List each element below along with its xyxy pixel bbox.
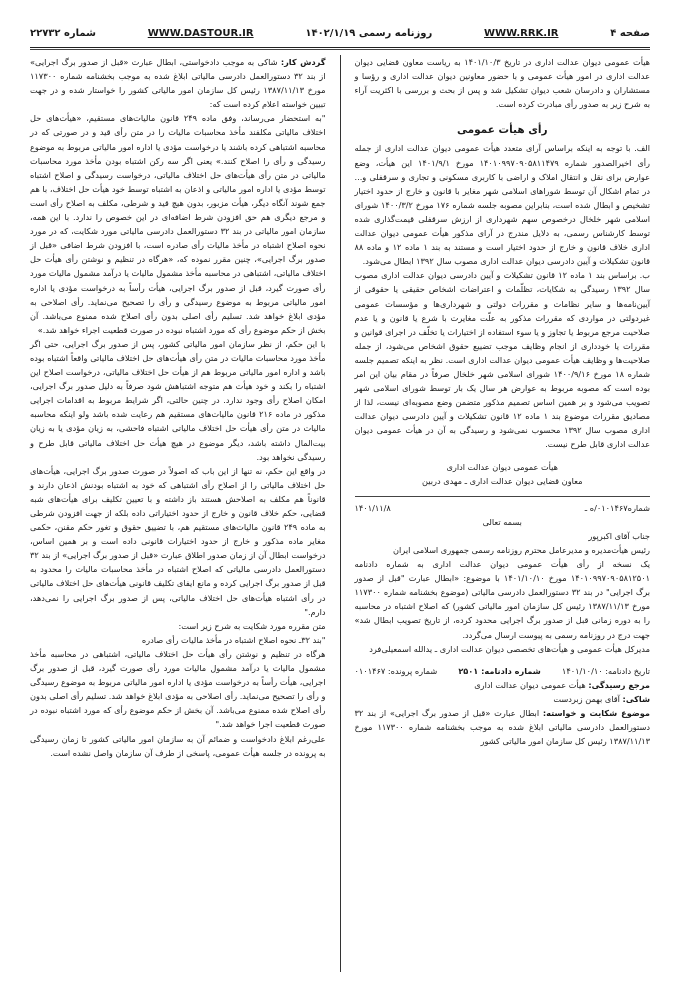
response-note: علی‌رغم ابلاغ دادخواست و ضمائم آن به سازمان امور مالیاتی کشور تا زمان رسیدگی به پرونده در جلسه هیأت عمومی، پاسخی از طرف آن سازمان واصل نشده است. — [30, 733, 326, 758]
case-number: شماره پرونده: ۰۱۰۱۴۶۷ — [354, 665, 438, 676]
page-number: صفحه ۴ — [610, 27, 650, 39]
ruling-paragraph-alef: الف. با توجه به اینکه براساس آرای متعدد هیأت عمومی دیوان عدالت اداری از جمله رأی اخیرالصدور شماره ۱۴۰۱۰۹۹۷۰۹۰۵۸۱۱۴۷۹ مورخ ۱۴۰۱/۹/۱ این هیأت، وضع عوارض برای نقل و انتقال املاک و اراضی با کاربری مسکونی و تجاری و سرقفلی و... در تمام اشکال آن توسط شوراهای اسلامی شهر مغایر با قانون و خارج از حدود اختیار تشخیص و ابطال شده است، بنابراین مصوبه جلسه شماره ۱۷۶ مورخ ۱۴۰۰/۳/۲ شورای اسلامی شهر خلخال درخصوص سهم شهرداری از ارزش سرقفلی قیمت‌گذاری شده توسط کارشناس رسمی، به دلایل مندرج در آرای مذکور هیأت عمومی دیوان عدالت اداری خلاف قانون و خارج از حدود اختیار است و مستند به بند ۱ ماده ۱۲ و ماده ۸۸ قانون تشکیلات و آیین دادرسی دیوان عدالت اداری مصوب سال ۱۳۹۲ ابطال می‌شود. — [354, 143, 650, 267]
regulation-text: هرگاه در تنظیم و نوشتن رأی هیأت حل اختلاف مالیاتی، اشتباهی در محاسبه مأخذ مشمول مالیات یا درآمد مشمول مالیات مورد رأی صورت گیرد، قبل از صدور برگ اجرایی، هیأت رأساً به درخواست مؤدی یا اداره امور مالیاتی مربوط به موضوع رسیدگی و رأی را تصحیح می‌نماید. رأی اصلاحی به مؤدی ابلاغ خواهد شد. تسلیم رأی اصلی بدون رأی اصلاح شده ممنوع می‌باشد. آن بخش از حکم موضوع رأی که مورد اشتباه نبوده در صورت قطعیت اجرا خواهد شد." — [30, 648, 326, 730]
ruling-paragraph-be: ب. براساس بند ۱ ماده ۱۲ قانون تشکیلات و آیین دادرسی دیوان عدالت اداری مصوب سال ۱۳۹۲ رسیدگی به شکایات، تظلّمات و اعتراضات اشخاص حقیقی یا حقوقی از آیین‌نامه‌ها و سایر نظامات و مقررات دولتی و شهرداری‌ها و مؤسسات عمومی غیردولتی در مواردی که مقررات مذکور به علّت مغایرت با شرع یا قانون و یا عدم صلاحیت مرجع مربوط یا تجاوز و یا سوء استفاده از اختیارات یا تخلّف در اجرای قوانین و مقررات یا خودداری از انجام وظایف موجب تضییع حقوق اشخاص می‌شود، از جمله صلاحیت‌ها و وظایف هیأت عمومی دیوان عدالت اداری است. نظر به اینکه تصمیم جلسه شماره ۱۸ مورخ ۱۴۰۰/۹/۱۶ شورای اسلامی شهر خلخال صرفاً در مقام بیان این امر بوده است که مصوبه مربوط به عوارض هر سال یک بار توسط شورای اسلامی شهر تصویب می‌شود و بر همین اساس تصمیم مذکور متضمن وضع مصوبه‌ای نیست، لذا از مصادیق مقررات موضوع بند ۱ ماده ۱۲ قانون تشکیلات و آیین دادرسی دیوان عدالت اداری مصوب سال ۱۳۹۲ محسوب نمی‌شود و رسیدگی به آن در هیأت عمومی دیوان عدالت اداری قابل طرح نیست. — [354, 270, 651, 450]
subject-line — [355, 706, 651, 748]
site-link-dastour[interactable]: WWW.DASTOUR.IR — [147, 27, 254, 39]
gazette-date: روزنامه رسمی ۱۴۰۲/۱/۱۹ — [305, 27, 433, 39]
header-rule — [30, 49, 650, 50]
authority-value: هیأت عمومی دیوان عدالت اداری — [474, 679, 586, 690]
authority-line — [355, 678, 651, 692]
letter-signature: مدیرکل هیأت عمومی و هیأت‌های تخصصی دیوان عدالت اداری ـ یدالله اسمعیلی‌فرد — [369, 643, 650, 654]
subject-label: موضوع شکایت و خواسته: — [542, 708, 650, 719]
ruling-number: شماره دادنامه: ۲۵۰۱ — [458, 665, 541, 676]
basmala: بسمه تعالی — [482, 516, 522, 527]
signature-person: معاون قضایی دیوان عدالت اداری ـ مهدی دربین — [422, 475, 583, 486]
complaint-paragraph-2: با این حکم، از نظر سازمان امور مالیاتی کشور، پس از صدور برگ اجرایی، حتی اگر مأخذ مورد محاسبات مالیات در متن رأی هیأت‌های حل اختلاف مالیاتی واقعاً اشتباه بوده باشد و اداره امور مالیاتی مربوط هم از هیأت حل اختلاف مالیاتی، درخواست اصلاح این اشتباه را بکند و خود هیأت هم متوجه اشتباهش شود صرفاً به دلیل صدور برگ اجرایی، امکان اصلاح رأی وجود ندارد. در چنین حالتی، اگر شرایط مربوط به اقدامات اجرایی مذکور در ماده ۲۱۶ قانون مالیات‌های مستقیم هم رعایت شده باشد ولو اینکه محاسبه مالیات در متن رأی هیأت حل اختلاف مالیاتی اشتباه فاحشی، به زیان مؤدی یا به زیان بیت‌المال داشته باشد، دیگر موضوع در هیچ هیأت حل اختلاف مالیاتی قابل طرح و رسیدگی نخواهد بود. — [30, 338, 326, 462]
complaint-paragraph-3: در واقع این حکم، نه تنها از این باب که اصولاً در صورت صدور برگ اجرایی، هیأت‌های حل اختلاف مالیاتی را از اصلاح رأی اشتباهی که خود به اشتباه بودنش اذعان دارند و قانوناً هم مکلف به اصلاحش هستند باز داشته و با تعیین تکلیف برای هیأت‌های شبه قضایی، حکم خلاف قانون و خارج از حدود اختیاراتی داده بلکه از جهت افزودن شرطی به ماده ۲۴۹ قانون مالیات‌های مستقیم هم، با تضییق حقوق و تغور حکم مقنن، حکمی مغایر ماده مذکور و خارج از حدود اختیارات قانونی داده است و بر همین اساس، درخواست ابطال آن از زمان صدور اطلاق عبارت «قبل از صدور برگ اجرایی» از بند ۳۲ دستورالعمل دادرسی مالیاتی که اصلاح اشتباه در مأخذ محاسبات مالیات را محدود به قبل از صدور برگ اجرایی کرده و مانع ایفای تکلیف قانونی هیأت‌های حل اختلاف مالیاتی در رأی اشتباه هیأت‌های حل اختلاف مالیاتی، پس از صدور برگ اجرایی را نمی‌دهد، دارم." — [30, 465, 326, 617]
letter-body: یک نسخه از رأی هیأت عمومی دیوان عدالت اداری به شماره دادنامه ۱۴۰۱۰۹۹۷۰۹۰۵۸۱۲۵۰۱ مورخ ۱۴۰۱/۱۰/۱۰ با موضوع: «ابطال عبارت "قبل از صدور برگ اجرایی" در بند ۳۲ دستورالعمل دادرسی مالیاتی (موضوع بخشنامه شماره ۱۱۷۳۰۰ مورخ ۱۳۸۷/۱۱/۱۳ رئیس کل سازمان امور مالیاتی کشور) که اصلاح اشتباه در محاسبه را به دوره زمانی قبل از صدور برگ اجرایی محدود کرده، از تاریخ تصویب ابطال شد» جهت درج در روزنامه رسمی به پیوست ارسال می‌گردد. — [354, 559, 651, 640]
page-header — [30, 22, 650, 48]
regulation-heading: "بند ۳۲ـ نحوه اصلاح اشتباه در مأخذ مالیات رأی صادره — [141, 634, 326, 645]
page-columns — [30, 55, 650, 972]
column-divider — [340, 55, 341, 972]
letter-addressee-title: رئیس هیأت‌مدیره و مدیرعامل محترم روزنامه رسمی جمهوری اسلامی ایران — [393, 545, 650, 555]
procedure-label: گردش کار: — [280, 57, 326, 67]
ruling-date: تاریخ دادنامه: ۱۴۰۱/۱۰/۱۰ — [561, 665, 650, 676]
site-link-rrk[interactable]: WWW.RRK.IR — [484, 27, 559, 39]
letter-addressee: جناب آقای اکبرپور — [588, 530, 650, 541]
letter-ref-number: شماره۰۱۰۱۴۶۷/ه ـ — [584, 502, 650, 513]
right-column — [347, 55, 651, 972]
regulation-intro: متن مقرره مورد شکایت به شرح زیر است: — [178, 620, 326, 631]
letter-ref-date: ۱۴۰۱/۱۱/۸ — [354, 502, 391, 513]
authority-label: مرجع رسیدگی: — [588, 679, 650, 690]
plaintiff-value: آقای بهمن زبردست — [553, 693, 620, 704]
issue-number: شماره ۲۲۷۳۲ — [30, 27, 96, 39]
procedure-text: شاکی به موجب دادخواستی، ابطال عبارت «قبل از صدور برگ اجرایی» از بند ۳۲ دستورالعمل دادرسی مالیاتی ابلاغ شده به موجب بخشنامه شماره ۱۱۷۳۰۰ مورخ ۱۳۸۷/۱۱/۱۳ رئیس کل سازمان امور مالیاتی کشور را خواستار شده و در جهت تبیین خواسته اعلام کرده است که: — [30, 57, 326, 110]
intro-paragraph: هیأت عمومی دیوان عدالت اداری در تاریخ ۱۴۰۱/۱۰/۳ به ریاست معاون قضایی دیوان عدالت اداری در امور هیأت عمومی و با حضور معاونین دیوان عدالت اداری و رؤسا و مستشاران و دادرسان شعب دیوان تشکیل شد و پس از بحث و بررسی با اکثریت آراء به شرح زیر به صدور رأی مبادرت کرده است. — [354, 57, 650, 110]
left-column — [30, 55, 334, 972]
plaintiff-line — [355, 692, 651, 706]
plaintiff-label: شاکی: — [622, 693, 650, 704]
section-divider — [355, 496, 651, 497]
procedure-paragraph — [30, 55, 326, 111]
ruling-title: رأی هیأت عمومی — [456, 124, 548, 137]
case-info-row — [355, 664, 651, 678]
signature-body: هیأت عمومی دیوان عدالت اداری — [446, 461, 558, 472]
complaint-paragraph-1: "به استحضار می‌رساند، وفق ماده ۲۴۹ قانون مالیات‌های مستقیم، «هیأت‌های حل اختلاف مالیاتی مکلفند مأخذ محاسبات مالیات را در متن رأی قید و در صورتی که در محاسبه اشتباهی کرده باشند یا درخواست مؤدی یا اداره امور مالیاتی مربوط به موضوع رسیدگی و رأی را اصلاح کنند.» یعنی اگر سه رکن اشتباه بودن مأخذ مورد محاسبات مالیاتی در متن رأی هیأت‌های حل اختلاف مالیاتی، درخواست رسیدگی و اصلاح اشتباه توسط مؤدی یا اداره امور مالیاتی و اذعان به اشتباه توسط خود هیأت حل اختلاف، با هم جمع شوند آنگاه دیگر، هیأت مزبور، بدون هیچ قید و شرطی، مکلف به اصلاح رأی است و مرجع دیگری هم حق افزودن شرط اضافه‌ای در این خصوص را ندارد. با این همه، سازمان امور مالیاتی در بند ۳۲ دستورالعمل دادرسی مالیاتی مورد شکایت، که در مورد نحوه اصلاح اشتباه در مأخذ مالیات رأی صادره است، با افزودن شرط اضافی «قبل از صدور برگ اجرایی»، چنین مقرر نموده که، «هرگاه در تنظیم و نوشتن رأی هیأت حل اختلاف مالیاتی، اشتباهی در محاسبه مأخذ مشمول مالیات یا درآمد مشمول مالیات مورد رأی صورت گیرد، قبل از صدور برگ اجرایی، هیأت رأساً به درخواست مؤدی یا اداره امور مالیاتی مربوط به موضوع رسیدگی و رأی را تصحیح می‌نماید. رأی اصلاحی به مؤدی ابلاغ خواهد شد. تسلیم رأی اصلی بدون رأی اصلاح شده ممنوع می‌باشد. آن بخش از حکم موضوع رأی که مورد اشتباه نبوده در صورت قطعیت اجراء خواهد شد.» — [30, 113, 326, 335]
subject-value: ابطال عبارت «قبل از صدور برگ اجرایی» از بند ۳۲ دستورالعمل دادرسی مالیاتی ابلاغ شده به موجب بخشنامه شماره ۱۱۷۳۰۰ مورخ ۱۳۸۷/۱۱/۱۳ رئیس کل سازمان امور مالیاتی کشور — [354, 708, 650, 747]
letter-ref-row — [355, 501, 651, 515]
